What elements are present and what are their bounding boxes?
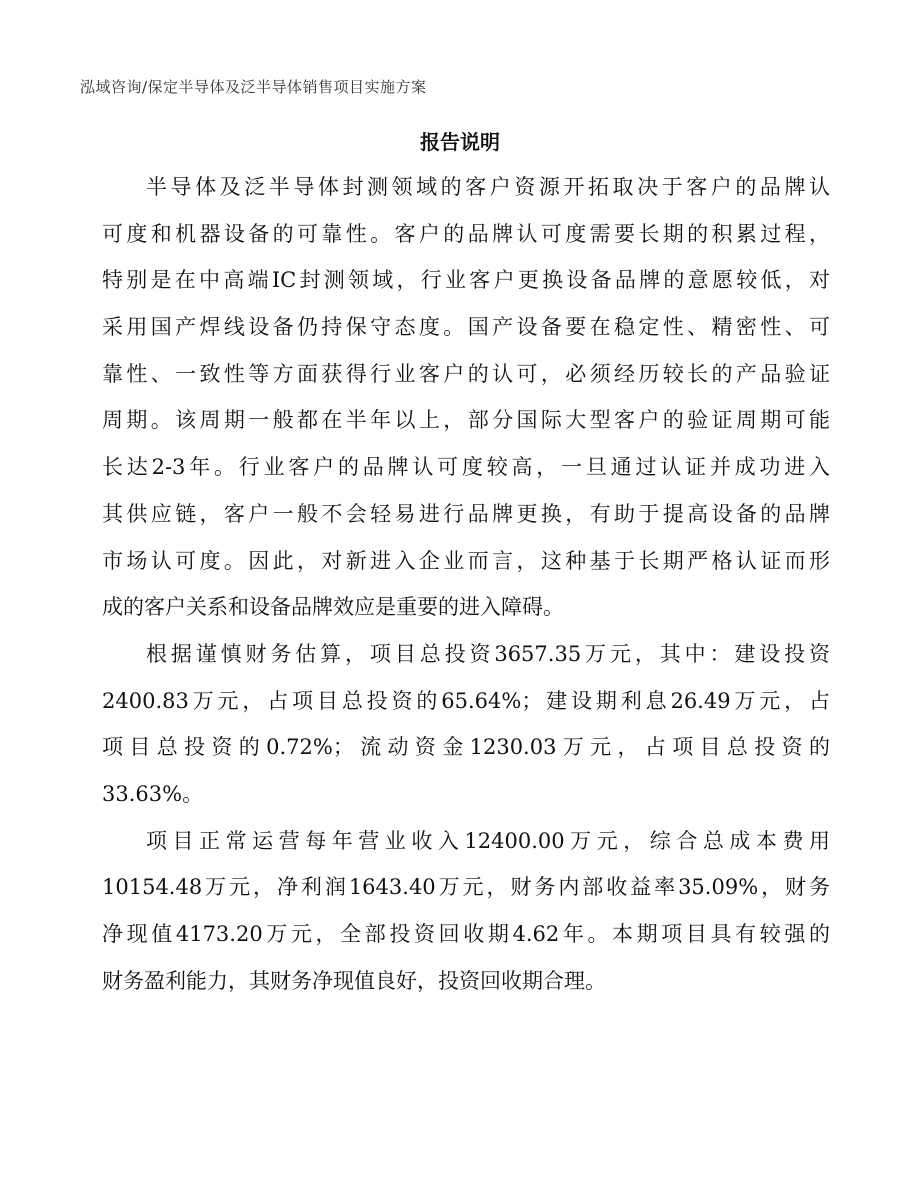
paragraph-line: 10154.48万元，净利润1643.40万元，财务内部收益率35.09%，财务 (102, 875, 830, 900)
paragraph (102, 164, 830, 631)
paragraph-line: 可度和机器设备的可靠性。客户的品牌认可度需要长期的积累过程， (102, 221, 830, 246)
paragraph-line: 2400.83万元，占项目总投资的65.64%；建设期利息26.49万元，占 (102, 688, 830, 713)
paragraph-line: 半导体及泛半导体封测领域的客户资源开拓取决于客户的品牌认 (146, 175, 830, 199)
paragraph-line: 成的客户关系和设备品牌效应是重要的进入障碍。 (102, 595, 564, 620)
paragraph (102, 818, 830, 1005)
paragraph-line: 市场认可度。因此，对新进入企业而言，这种基于长期严格认证而形 (102, 548, 830, 573)
running-header: 泓域咨询/保定半导体及泛半导体销售项目实施方案 (80, 78, 427, 96)
paragraph-line: 项目总投资的0.72%；流动资金1230.03万元，占项目总投资的 (102, 735, 830, 760)
paragraph (102, 631, 830, 818)
section-title: 报告说明 (420, 130, 500, 154)
paragraph-line: 财务盈利能力，其财务净现值良好，投资回收期合理。 (102, 968, 606, 993)
paragraph-line: 其供应链，客户一般不会轻易进行品牌更换，有助于提高设备的品牌 (102, 501, 830, 526)
paragraph-line: 项目正常运营每年营业收入12400.00万元，综合总成本费用 (146, 828, 830, 853)
paragraph-line: 靠性、一致性等方面获得行业客户的认可，必须经历较长的产品验证 (102, 361, 830, 386)
paragraph-line: 周期。该周期一般都在半年以上，部分国际大型客户的验证周期可能 (102, 408, 830, 433)
paragraph-line: 特别是在中高端IC封测领域，行业客户更换设备品牌的意愿较低，对 (102, 268, 830, 293)
paragraph-line: 33.63%。 (102, 781, 204, 806)
paragraph-line: 长达2-3年。行业客户的品牌认可度较高，一旦通过认证并成功进入 (102, 455, 830, 480)
paragraph-line: 采用国产焊线设备仍持保守态度。国产设备要在稳定性、精密性、可 (102, 315, 830, 340)
paragraph-line: 净现值4173.20万元，全部投资回收期4.62年。本期项目具有较强的 (102, 922, 830, 946)
document-body (102, 164, 830, 1004)
paragraph-line: 根据谨慎财务估算，项目总投资3657.35万元，其中：建设投资 (146, 641, 830, 666)
